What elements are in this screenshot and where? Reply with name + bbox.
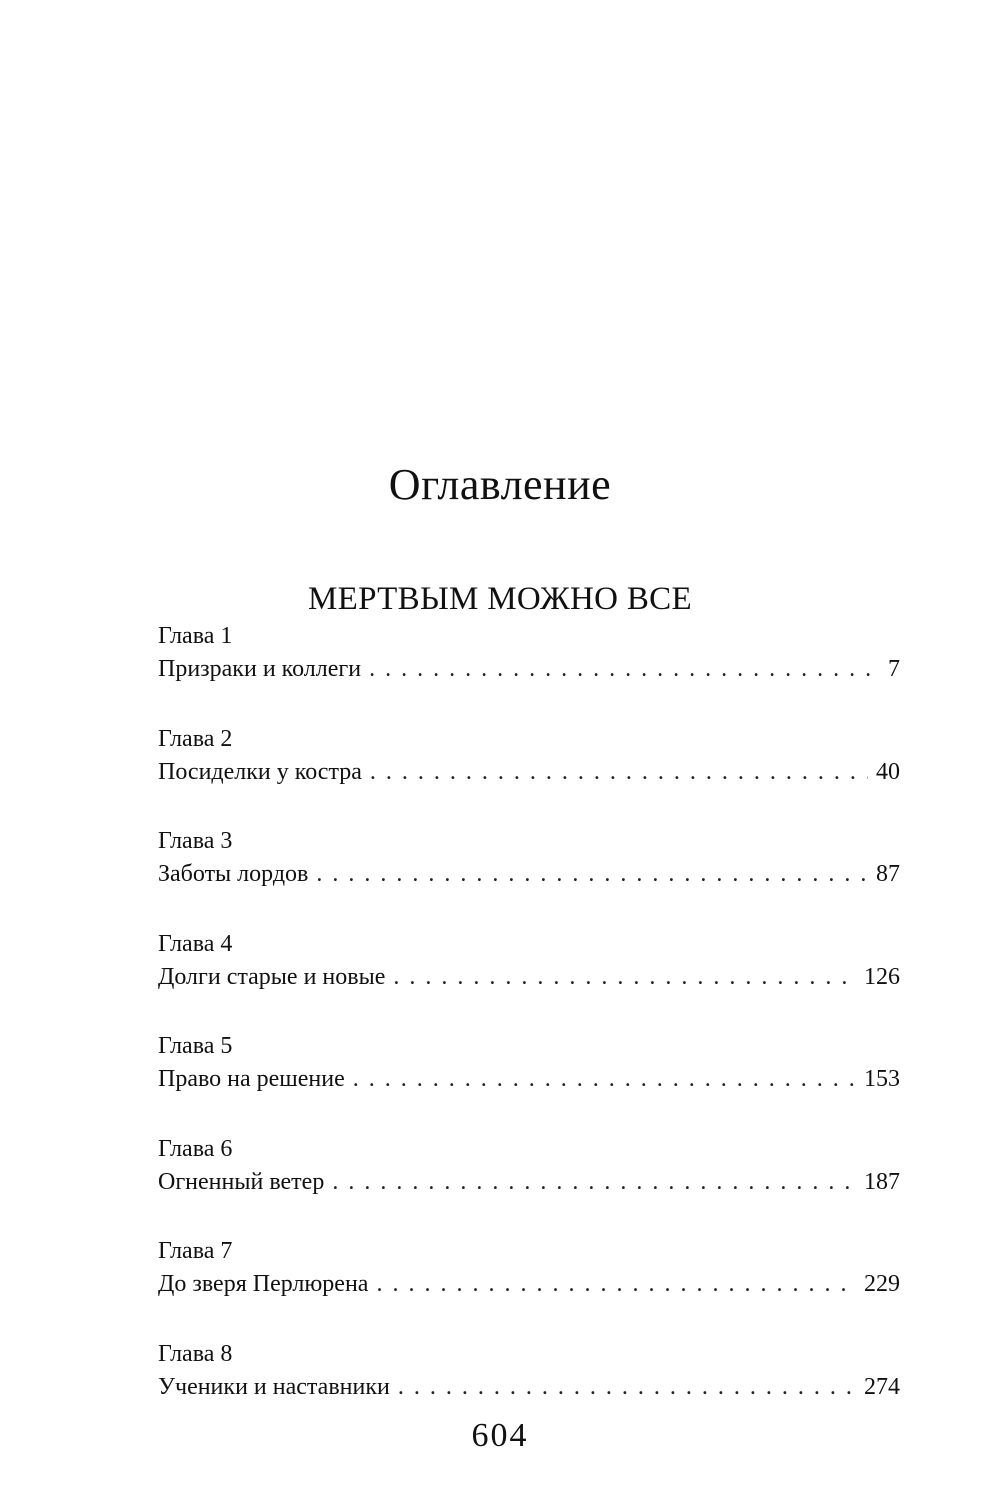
chapter-label: Глава 2 xyxy=(158,725,233,752)
chapter-page-number: 274 xyxy=(864,1373,900,1400)
table-of-contents xyxy=(158,620,900,1440)
chapter-entry-line xyxy=(158,1063,900,1095)
chapter-entry-line xyxy=(158,756,900,788)
chapter-label: Глава 6 xyxy=(158,1135,233,1162)
chapter-entry-line xyxy=(158,653,900,685)
dot-leader xyxy=(398,1371,856,1403)
toc-entry-chapter-4[interactable] xyxy=(158,928,900,1031)
chapter-label: Глава 5 xyxy=(158,1033,233,1059)
chapter-title: До зверя Перлюрена xyxy=(158,1271,369,1297)
chapter-entry-line xyxy=(158,858,900,890)
chapter-page-number: 126 xyxy=(864,963,900,990)
dot-leader xyxy=(369,653,880,685)
dot-leader xyxy=(370,756,868,788)
chapter-title: Призраки и коллеги xyxy=(158,656,362,682)
chapter-entry-line xyxy=(158,1268,900,1300)
chapter-label: Глава 8 xyxy=(158,1340,233,1367)
chapter-title: Огненный ветер xyxy=(158,1168,325,1195)
chapter-page-number: 40 xyxy=(876,758,900,785)
chapter-entry-line xyxy=(158,1166,900,1198)
dot-leader xyxy=(332,1166,856,1198)
chapter-page-number: 229 xyxy=(864,1271,900,1297)
page-number: 604 xyxy=(471,1417,529,1454)
chapter-title: Посиделки у костра xyxy=(158,758,362,785)
toc-entry-chapter-6[interactable] xyxy=(158,1133,900,1236)
toc-entry-chapter-3[interactable] xyxy=(158,825,900,928)
toc-entry-chapter-1[interactable] xyxy=(158,620,900,723)
dot-leader xyxy=(376,1268,856,1300)
chapter-page-number: 7 xyxy=(888,656,900,682)
chapter-label: Глава 1 xyxy=(158,623,233,649)
toc-entry-chapter-5[interactable] xyxy=(158,1030,900,1133)
section-title: МЕРТВЫМ МОЖНО ВСЕ xyxy=(308,581,692,617)
dot-leader xyxy=(393,961,856,993)
toc-entry-chapter-2[interactable] xyxy=(158,723,900,826)
chapter-label: Глава 4 xyxy=(158,930,233,957)
chapter-page-number: 153 xyxy=(864,1066,900,1092)
toc-entry-chapter-7[interactable] xyxy=(158,1235,900,1338)
chapter-title: Право на решение xyxy=(158,1066,345,1092)
chapter-label: Глава 7 xyxy=(158,1238,233,1264)
chapter-entry-line xyxy=(158,1371,900,1403)
dot-leader xyxy=(316,858,868,890)
chapter-title: Заботы лордов xyxy=(158,861,309,887)
page-title: Оглавление xyxy=(388,460,612,509)
chapter-entry-line xyxy=(158,961,900,993)
chapter-title: Долги старые и новые xyxy=(158,963,386,990)
chapter-label: Глава 3 xyxy=(158,828,233,854)
chapter-page-number: 187 xyxy=(864,1168,900,1195)
chapter-title: Ученики и наставники xyxy=(158,1373,390,1400)
dot-leader xyxy=(353,1063,856,1095)
chapter-page-number: 87 xyxy=(876,861,900,887)
